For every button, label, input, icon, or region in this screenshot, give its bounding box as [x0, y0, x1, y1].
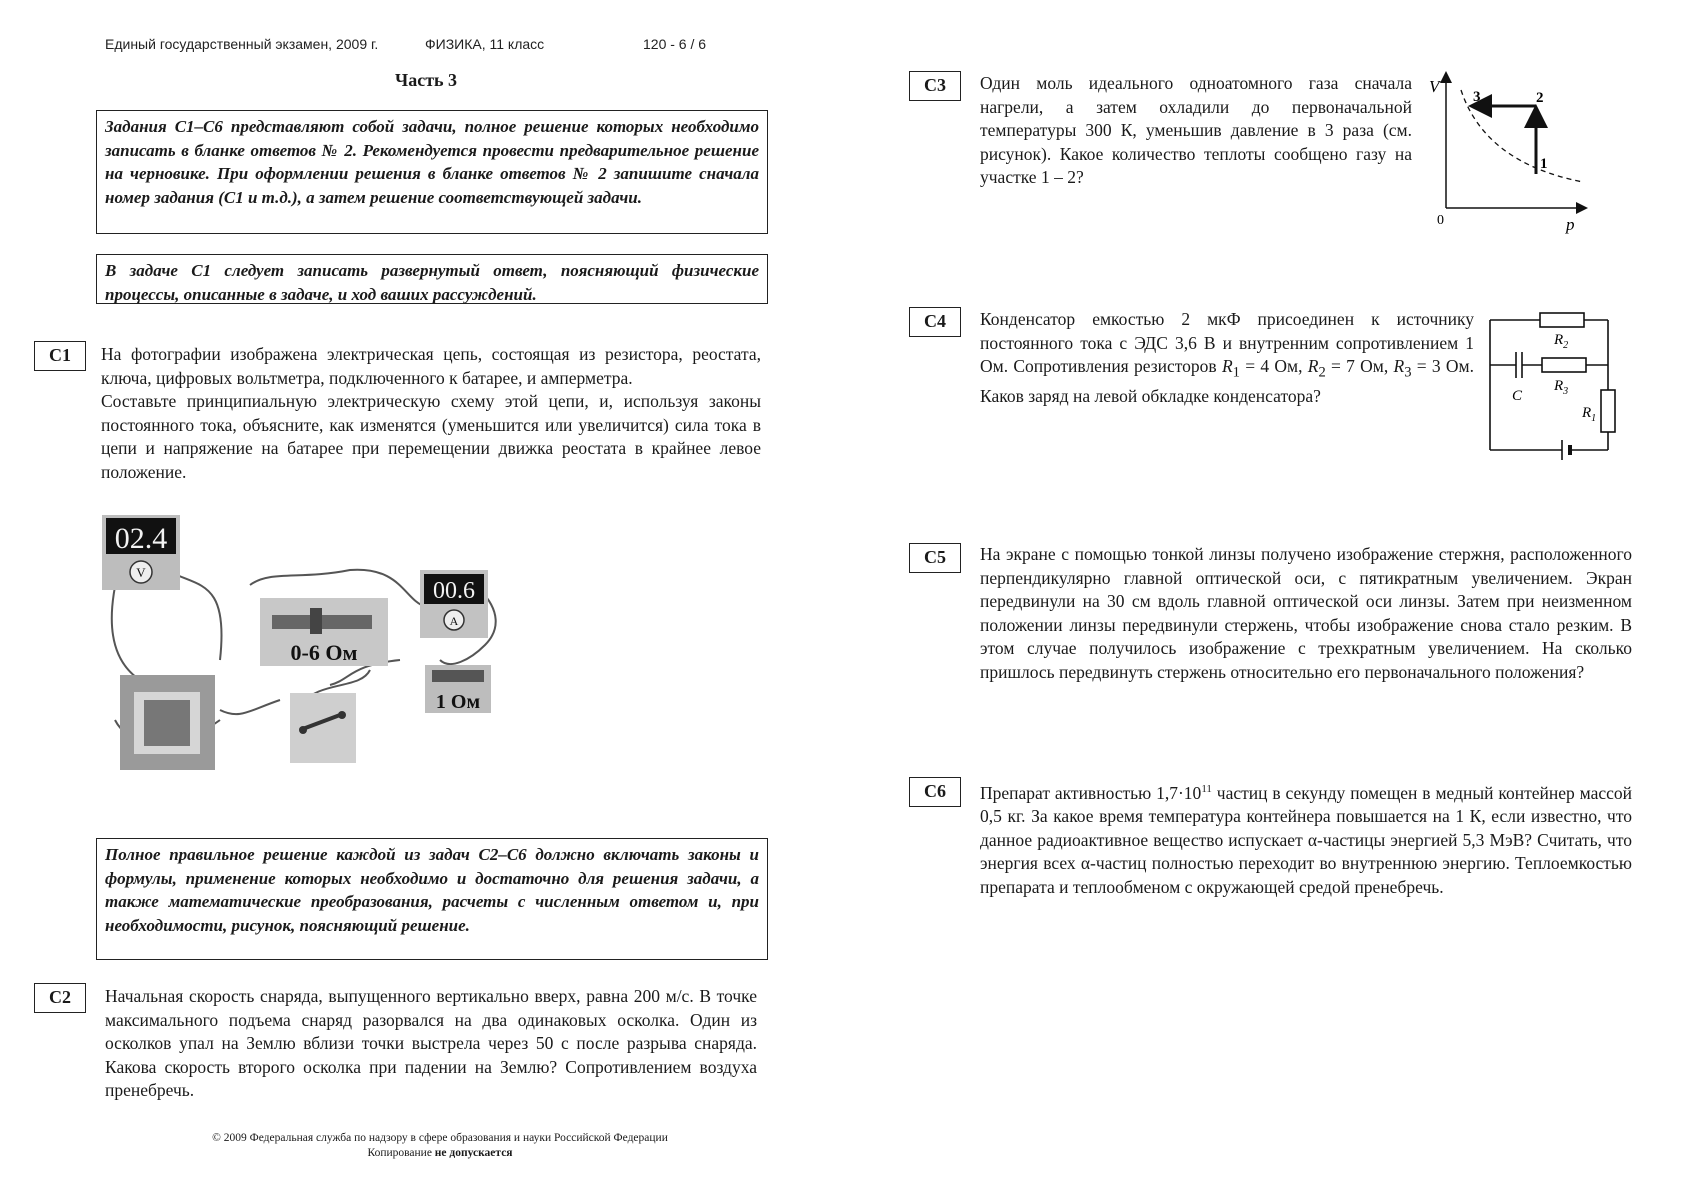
c4-text-a: Конденсатор емкостью 2 мкФ присоединен к источнику постоянного тока с ЭДС 3,6 В и внутренним сопротивлением 1 Ом. Сопротивления резисторов — [980, 309, 1474, 376]
exam-title: Единый государственный экзамен, 2009 г. — [105, 36, 379, 52]
label-r2-sub: 2 — [1563, 340, 1569, 351]
pv-graph — [1425, 68, 1595, 238]
voltmeter-symbol: V — [136, 565, 146, 580]
instruction-box-c1: В задаче С1 следует записать развернутый ответ, поясняющий физические процессы, описанные в задаче, и ход ваших рассуждений. — [96, 254, 768, 304]
c4-r2-value: = 7 Ом, — [1325, 356, 1394, 376]
task-label-c1: С1 — [34, 341, 86, 371]
label-r1-sub: 1 — [1591, 413, 1597, 424]
footer-line-2-b: не допускается — [434, 1147, 513, 1159]
c4-r3-sub: 3 — [1404, 364, 1412, 381]
c4-text-b: = 3 Ом. Каков заряд на левой обкладке конденсатора? — [980, 356, 1474, 406]
c6-exponent: 11 — [1201, 783, 1212, 795]
subject-title: ФИЗИКА, 11 класс — [425, 36, 545, 52]
voltmeter-display: 02.4 — [114, 522, 168, 555]
task-label-c5: С5 — [909, 543, 961, 573]
footer-line-2-a: Копирование — [367, 1147, 435, 1159]
point-3: 3 — [1473, 89, 1481, 105]
c4-r3-symbol: R — [1393, 356, 1405, 376]
task-label-c4: С4 — [909, 307, 961, 337]
label-r1 — [1581, 405, 1596, 424]
c1-paragraph-1: На фотографии изображена электрическая цепь, состоящая из резистора, реостата, ключа, цифровых вольтметра, подключенного к батарее, и амперметра. — [101, 344, 761, 388]
task-c2-text: Начальная скорость снаряда, выпущенного вертикально вверх, равна 200 м/с. В точке максимального подъема снаряд разорвался на два одинаковых осколка. Один из осколков упал на Землю вблизи точки выстрела через 50 с после разрыва снаряда. Какова скорость второго осколка при падении на Землю? Сопротивлением воздуха пренебречь. — [105, 986, 757, 1100]
rheostat — [260, 598, 388, 666]
task-c1-text — [101, 343, 761, 484]
page-number: 120 - 6 / 6 — [643, 36, 707, 52]
task-label-c2: С2 — [34, 983, 86, 1013]
ammeter-symbol: A — [449, 614, 459, 628]
label-r2-sym: R — [1554, 332, 1564, 348]
task-label-c6: С6 — [909, 777, 961, 807]
c6-text-a: Препарат активностью 1,7·10 — [980, 782, 1202, 803]
footer-copyright — [120, 1131, 760, 1161]
c4-r1-value: = 4 Ом, — [1239, 356, 1303, 376]
resistor-label: 1 Ом — [435, 691, 481, 713]
task-c4-text — [980, 308, 1474, 409]
c4-r2-symbol: R — [1307, 356, 1319, 376]
point-2: 2 — [1536, 90, 1544, 106]
label-r2 — [1553, 332, 1568, 351]
label-r1-sym: R — [1582, 405, 1592, 421]
task-c6-text — [980, 778, 1632, 899]
axis-p-label: p — [1566, 215, 1575, 234]
axis-v-label: V — [1429, 77, 1440, 96]
footer-line-1: © 2009 Федеральная служба по надзору в сфере образования и науки Российской Федерации — [212, 1132, 668, 1144]
label-c: C — [1512, 388, 1523, 404]
resistor-1-ohm — [425, 665, 491, 713]
c6-text-b: частиц в секунду помещен в медный контейнер массой 0,5 кг. За какое время температура контейнера повышается на 1 К, если известно, что данное радиоактивное вещество испускает α-частицы энергией 5,3 МэВ? Считать, что энергия всех α-частиц полностью переходит во внутреннюю энергию. Теплоемкостью препарата и теплообменом с окружающей средой пренебречь. — [980, 782, 1632, 897]
ammeter-display: 00.6 — [433, 578, 475, 604]
label-r3-sym: R — [1554, 378, 1564, 394]
circuit-photo — [100, 510, 530, 795]
instruction-box-c2-c6: Полное правильное решение каждой из задач С2–С6 должно включать законы и формулы, применение которых необходимо и достаточно для решения задачи, а также математические преобразования, расчеты с численным ответом и, при необходимости, рисунок, поясняющий решение. — [96, 838, 768, 960]
task-c3-text: Один моль идеального одноатомного газа сначала нагрели, а затем охладили до первоначальной температуры 300 К, уменьшив давление в 3 раза (см. рисунок). Какое количество теплоты сообщено газу на участке 1 – 2? — [980, 73, 1412, 187]
instruction-box-general: Задания С1–С6 представляют собой задачи, полное решение которых необходимо записать в бланке ответов № 2. Рекомендуется провести предварительное решение на черновике. При оформлении решения в бланке ответов № 2 запишите сначала номер задания (С1 и т.д.), а затем решение соответствующей задачи. — [96, 110, 768, 234]
label-r3-sub: 3 — [1563, 386, 1569, 397]
c4-r2-sub: 2 — [1318, 364, 1326, 381]
task-label-c3: С3 — [909, 71, 961, 101]
ammeter — [420, 570, 488, 638]
label-r3 — [1553, 378, 1568, 397]
switch — [290, 693, 356, 763]
c4-r1-sub: 1 — [1232, 364, 1240, 381]
c4-r1-symbol: R — [1221, 356, 1233, 376]
voltmeter — [102, 515, 180, 590]
rheostat-label: 0-6 Ом — [290, 640, 358, 665]
c1-paragraph-2: Составьте принципиальную электрическую схему этой цепи, и, используя законы постоянного тока, объясните, как изменятся (уменьшится или увеличится) сила тока в цепи и напряжение на батарее при перемещении движка реостата в крайнее левое положение. — [101, 391, 761, 482]
axis-origin: 0 — [1437, 213, 1444, 228]
task-c5-text: На экране с помощью тонкой линзы получено изображение стержня, расположенного перпендикулярно главной оптической оси, с пятикратным увеличением. Экран передвинули на 30 см вдоль главной оптической оси линзы. Затем при неизменном положении линзы передвинули стержень, чтобы изображение снова стало резким. В этом случае получилось изображение с трехкратным увеличением. На сколько пришлось передвинуть стержень относительно его первоначального положения? — [980, 544, 1632, 682]
c4-circuit-diagram — [1480, 300, 1630, 480]
footer-line-2 — [120, 1146, 760, 1161]
battery — [120, 675, 215, 770]
part-title: Часть 3 — [395, 70, 458, 90]
point-1: 1 — [1540, 156, 1548, 172]
